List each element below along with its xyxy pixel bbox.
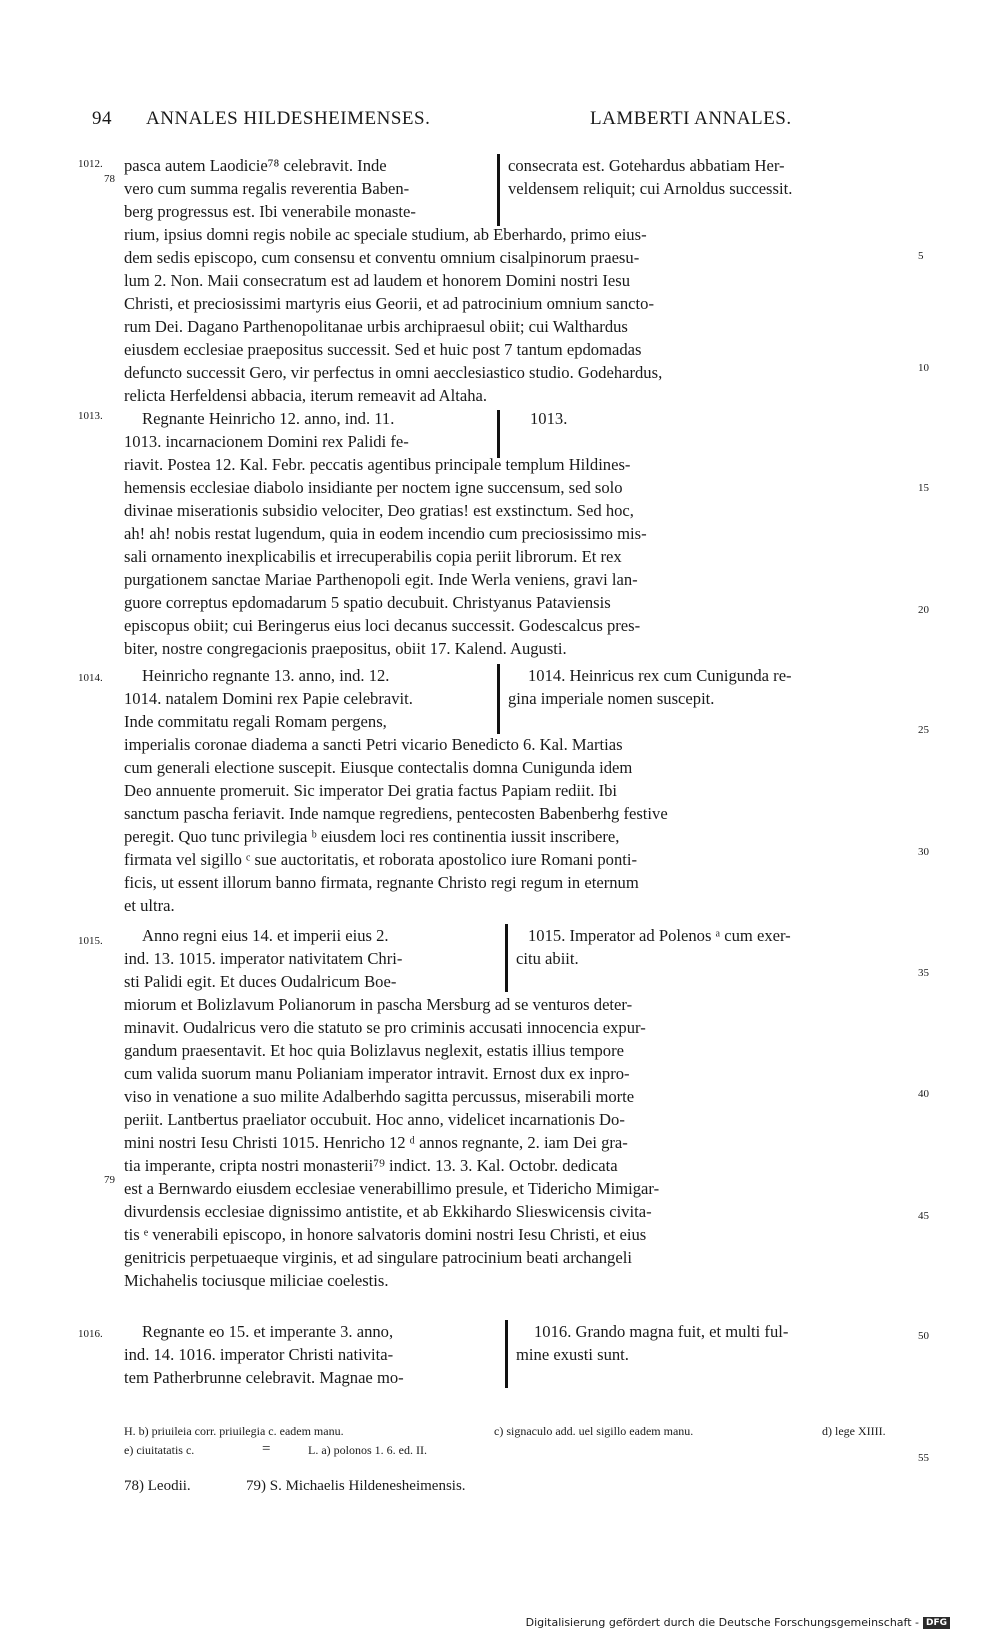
footnote: 79) S. Michaelis Hildenesheimensis. <box>246 1478 466 1494</box>
line-number: 35 <box>918 967 929 979</box>
footnote: c) signaculo add. uel sigillo eadem manu. <box>494 1424 694 1438</box>
text-line: dem sedis episcopo, cum consensu et conventu omnium cisalpinorum praesu- <box>124 248 640 267</box>
footnote: 78) Leodii. <box>124 1478 191 1494</box>
line-number: 50 <box>918 1330 929 1342</box>
text-line: hemensis ecclesiae diabolo insidiante per noctem igne succensum, sed solo <box>124 478 623 497</box>
line-number: 10 <box>918 362 929 374</box>
dfg-logo-icon: DFG <box>923 1617 950 1629</box>
text-line: rium, ipsius domni regis nobile ac speciale studium, ab Eberhardo, primo eius- <box>124 225 647 244</box>
footnote: d) lege XIIII. <box>822 1424 886 1438</box>
lambert-line: 1016. Grando magna fuit, et multi ful- <box>534 1322 789 1341</box>
text-line: viso in venatione a suo milite Adalberhdo sagitta percussus, miserabili morte <box>124 1087 635 1106</box>
text-line: miorum et Bolizlavum Polianorum in pascha Mersburg ad se venturos deter- <box>124 995 633 1014</box>
lambert-line: consecrata est. Gotehardus abbatiam Her- <box>508 156 785 175</box>
text-line: Michahelis tociusque miliciae coelestis. <box>124 1271 389 1290</box>
text-line: imperialis coronae diadema a sancti Petri vicario Benedicto 6. Kal. Martias <box>124 735 623 754</box>
text-line: defuncto successit Gero, vir perfectus in omni aecclesiastico studio. Godehardus, <box>124 363 663 382</box>
text-line: Deo annuente promeruit. Sic imperator Dei gratia factus Papiam rediit. Ibi <box>124 781 618 800</box>
line-number: 45 <box>918 1210 929 1222</box>
text-line: Regnante Heinricho 12. anno, ind. 11. <box>142 409 395 428</box>
text-line: purgationem sanctae Mariae Parthenopoli egit. Inde Werla veniens, gravi lan- <box>124 570 638 589</box>
text-line: genitricis perpetuaeque virginis, et ad singulare patrocinium beati archangeli <box>124 1248 632 1267</box>
text-line: Inde commitatu regali Romam pergens, <box>124 712 387 731</box>
text-line: episcopus obiit; cui Beringerus eius loci decanus successit. Godescalcus pres- <box>124 616 641 635</box>
text-line: peregit. Quo tunc privilegia ᵇ eiusdem loci res continentia iussit inscribere, <box>124 827 620 846</box>
line-number: 25 <box>918 724 929 736</box>
text-line: eiusdem ecclesiae praepositus successit. Sed et huic post 7 tantum epdomadas <box>124 340 642 359</box>
line-number: 55 <box>918 1452 929 1464</box>
text-line: gandum praesentavit. Et hoc quia Bolizlavus neglexit, estatis illius tempore <box>124 1041 625 1060</box>
text-line: 1014. natalem Domini rex Papie celebravit. <box>124 689 413 708</box>
text-line: Regnante eo 15. et imperante 3. anno, <box>142 1322 394 1341</box>
text-line: tia imperante, cripta nostri monasterii⁷⁹ indict. 13. 3. Kal. Octobr. dedicata <box>124 1156 618 1175</box>
text-line: vero cum summa regalis reverentia Baben- <box>124 179 410 198</box>
text-line: Anno regni eius 14. et imperii eius 2. <box>142 926 389 945</box>
footnote: e) ciuitatatis c. <box>124 1443 195 1457</box>
line-number: 30 <box>918 846 929 858</box>
text-line: biter, nostre congregacionis praepositus, obiit 17. Kalend. Augusti. <box>124 639 567 658</box>
text-line: minavit. Oudalricus vero die statuto se pro criminis accusati innocencia expur- <box>124 1018 646 1037</box>
text-line: sanctum pascha feriavit. Inde namque regrediens, pentecosten Babenberhg festive <box>124 804 668 823</box>
footnote-separator: = <box>262 1441 271 1457</box>
text-line: pasca autem Laodicie⁷⁸ celebravit. Inde <box>124 156 387 175</box>
text-line: tem Patherbrunne celebravit. Magnae mo- <box>124 1368 404 1387</box>
lambert-line: veldensem reliquit; cui Arnoldus successit. <box>508 179 793 198</box>
text-line: divurdensis ecclesiae dignissimo antistite, et ab Ekkihardo Slieswicensis civita- <box>124 1202 652 1221</box>
text-line: ah! ah! nobis restat lugendum, quia in eodem incendio cum preciosissimo mis- <box>124 524 647 543</box>
text-line: riavit. Postea 12. Kal. Febr. peccatis agentibus principale templum Hildines- <box>124 455 631 474</box>
text-line: cum generali electione suscepit. Eiusque contectalis domna Cunigunda idem <box>124 758 633 777</box>
lambert-line: 1014. Heinricus rex cum Cunigunda re- <box>528 666 792 685</box>
text-line: ind. 13. 1015. imperator nativitatem Chri- <box>124 949 403 968</box>
lambert-line: mine exusti sunt. <box>516 1345 629 1364</box>
footnote: L. a) polonos 1. 6. ed. II. <box>308 1443 427 1457</box>
text-line: rum Dei. Dagano Parthenopolitanae urbis archipraesul obiit; cui Walthardus <box>124 317 628 336</box>
text-line: sti Palidi egit. Et duces Oudalricum Boe- <box>124 972 397 991</box>
text-line: cum valida suorum manu Polianiam imperator intravit. Ernost dux ex inpro- <box>124 1064 630 1083</box>
text-line: ficis, ut essent illorum banno firmata, regnante Christo regi regum in eternum <box>124 873 639 892</box>
text-line: ind. 14. 1016. imperator Christi nativita- <box>124 1345 394 1364</box>
margin-year-1013: 1013. <box>78 410 103 422</box>
running-title-right: LAMBERTI ANNALES. <box>590 108 792 129</box>
text-line: Heinricho regnante 13. anno, ind. 12. <box>142 666 390 685</box>
text-line: firmata vel sigillo ᶜ sue auctoritatis, et roborata apostolico iure Romani ponti- <box>124 850 637 869</box>
lambert-line: gina imperiale nomen suscepit. <box>508 689 715 708</box>
text-line: periit. Lantbertus praeliator occubuit. Hoc anno, videlicet incarnationis Do- <box>124 1110 625 1129</box>
line-number: 40 <box>918 1088 929 1100</box>
text-line: tis ᵉ venerabili episcopo, in honore salvatoris domini nostri Iesu Christi, et eius <box>124 1225 647 1244</box>
margin-note-78: 78 <box>104 173 115 185</box>
margin-year-1012: 1012. <box>78 158 103 170</box>
text-line: est a Bernwardo eiusdem ecclesiae venerabillimo presule, et Tidericho Mimigar- <box>124 1179 660 1198</box>
line-number: 5 <box>918 250 924 262</box>
lambert-line: 1013. <box>530 409 568 428</box>
text-line: 1013. incarnacionem Domini rex Palidi fe- <box>124 432 409 451</box>
text-line: et ultra. <box>124 896 175 915</box>
page-number: 94 <box>92 108 112 129</box>
lambert-line: citu abiit. <box>516 949 579 968</box>
text-line: relicta Herfeldensi abbacia, iterum remeavit ad Altaha. <box>124 386 488 405</box>
margin-year-1014: 1014. <box>78 672 103 684</box>
text-line: divinae miserationis subsidio velociter, Deo gratias! est exstinctum. Sed hoc, <box>124 501 634 520</box>
margin-year-1016: 1016. <box>78 1328 103 1340</box>
margin-note-79: 79 <box>104 1174 115 1186</box>
text-line: guore correptus epdomadarum 5 spatio decubuit. Christyanus Pataviensis <box>124 593 611 612</box>
text-line: mini nostri Iesu Christi 1015. Henricho 12 ᵈ annos regnante, 2. iam Dei gra- <box>124 1133 628 1152</box>
text-line: lum 2. Non. Maii consecratum est ad laudem et honorem Domini nostri Iesu <box>124 271 631 290</box>
text-line: Christi, et preciosissimi martyris eius Georii, et ad patrocinium omnium sancto- <box>124 294 654 313</box>
digitization-credit <box>526 1616 950 1629</box>
text-line: sali ornamento inexplicabilis et irrecuperabilis copia periit librorum. Et rex <box>124 547 622 566</box>
margin-year-1015: 1015. <box>78 935 103 947</box>
footnote: H. b) priuileia corr. priuilegia c. eadem manu. <box>124 1424 344 1438</box>
line-number: 15 <box>918 482 929 494</box>
line-number: 20 <box>918 604 929 616</box>
running-title-left: ANNALES HILDESHEIMENSES. <box>146 108 431 129</box>
text-line: berg progressus est. Ibi venerabile monaste- <box>124 202 416 221</box>
lambert-line: 1015. Imperator ad Polenos ᵃ cum exer- <box>528 926 791 945</box>
footer-text: Digitalisierung gefördert durch die Deutsche Forschungsgemeinschaft - <box>525 1616 919 1629</box>
